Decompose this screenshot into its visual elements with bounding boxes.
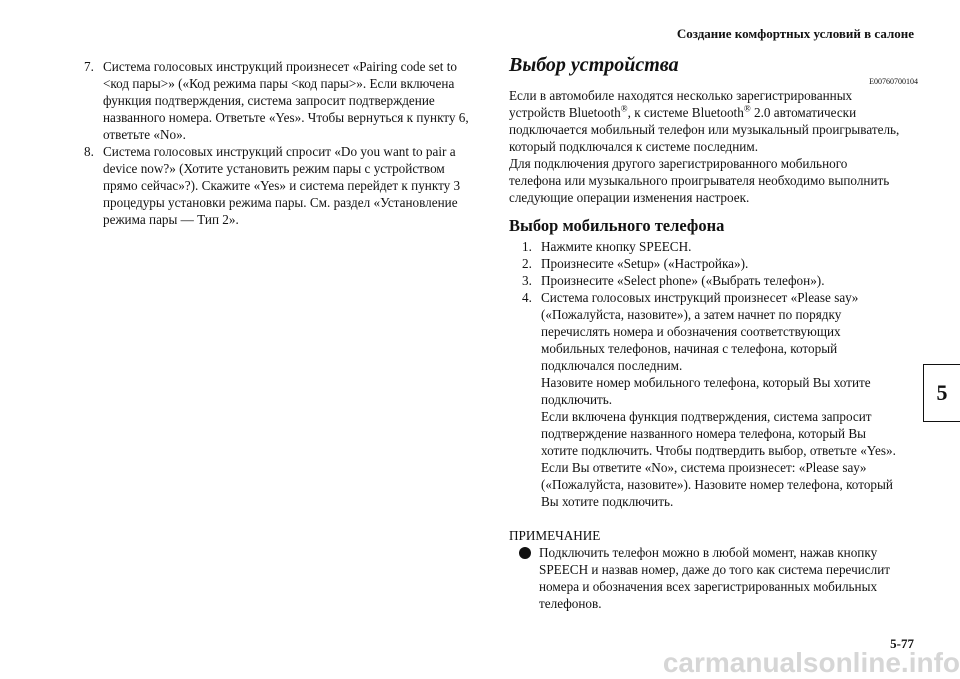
step-text-line: Система голосовых инструкций произнесет «Please say» bbox=[541, 290, 859, 305]
step-text-line: Вы хотите подключить. bbox=[541, 494, 674, 509]
step-number: 8. bbox=[84, 144, 94, 159]
step-item bbox=[84, 143, 479, 228]
step-text-line: Произнесите «Select phone» («Выбрать телефон»). bbox=[541, 273, 825, 288]
chapter-tab: 5 bbox=[923, 364, 960, 422]
step-text-line: Если включена функция подтверждения, система запросит bbox=[541, 409, 872, 424]
step-text-line: функция подтверждения, система запросит подтверждение bbox=[103, 93, 435, 108]
step-number: 4. bbox=[522, 290, 532, 305]
note-title: ПРИМЕЧАНИЕ bbox=[509, 528, 601, 543]
step-text-line: («Пожалуйста, назовите»). Назовите номер телефона, который bbox=[541, 477, 893, 492]
step-text-line: Система голосовых инструкций произнесет «Pairing code set to bbox=[103, 59, 457, 74]
step-text-line: режима пары — Тип 2». bbox=[103, 212, 239, 227]
right-steps-list bbox=[522, 238, 921, 510]
step-number: 2. bbox=[522, 256, 532, 271]
note-text-line: номера и обозначения всех зарегистрированных мобильных bbox=[539, 579, 878, 594]
step-text-line: <код пары>» («Код режима пары <код пары>». Если включена bbox=[103, 76, 455, 91]
intro-line: подключается мобильный телефон или музыкальный проигрыватель, bbox=[509, 122, 900, 137]
subsection-title: Выбор мобильного телефона bbox=[509, 216, 725, 235]
left-steps-list bbox=[84, 58, 479, 228]
step-item bbox=[84, 58, 479, 143]
registered-mark: ® bbox=[620, 103, 628, 114]
note-text-line: SPEECH и назвав номер, даже до того как система перечислит bbox=[539, 562, 891, 577]
step-number: 7. bbox=[84, 59, 94, 74]
step-item bbox=[522, 238, 921, 255]
intro-line: устройств Bluetooth®, к системе Bluetooth® 2.0 автоматически bbox=[509, 103, 857, 120]
step-text-line: подключить. bbox=[541, 392, 613, 407]
step-text-line: Если Вы ответите «No», система произнесет: «Please say» bbox=[541, 460, 867, 475]
intro-line: телефона или музыкального проигрывателя необходимо выполнить bbox=[509, 173, 890, 188]
bullet-icon bbox=[519, 547, 531, 559]
registered-mark: ® bbox=[743, 103, 751, 114]
step-item bbox=[522, 289, 921, 510]
intro-line: Если в автомобиле находятся несколько зарегистрированных bbox=[509, 88, 853, 103]
left-column bbox=[84, 58, 479, 228]
step-text-line: перечислять номера и обозначения соответствующих bbox=[541, 324, 841, 339]
step-text-line: процедуры установки режима пары. См. раздел «Установление bbox=[103, 195, 458, 210]
step-item bbox=[522, 255, 921, 272]
step-text-line: хотите подключить. Чтобы подтвердить выбор, ответьте «Yes». bbox=[541, 443, 896, 458]
right-column bbox=[509, 53, 921, 612]
note-text-line: телефонов. bbox=[539, 596, 602, 611]
step-text-line: названного номера. Ответьте «Yes». Чтобы вернуться к пункту 6, bbox=[103, 110, 469, 125]
step-item bbox=[522, 272, 921, 289]
step-text-line: подключался последним. bbox=[541, 358, 683, 373]
step-text-line: device now?» (Хотите установить режим пары с устройством bbox=[103, 161, 445, 176]
note-text-line: Подключить телефон можно в любой момент, нажав кнопку bbox=[539, 545, 878, 560]
intro-line: который подключался к системе последним. bbox=[509, 139, 759, 154]
step-text-line: («Пожалуйста, назовите»), а затем начнет по порядку bbox=[541, 307, 842, 322]
note-item bbox=[509, 544, 921, 612]
intro-paragraph bbox=[509, 87, 921, 206]
intro-line: Для подключения другого зарегистрированного мобильного bbox=[509, 156, 848, 171]
step-text-line: Назовите номер мобильного телефона, который Вы хотите bbox=[541, 375, 871, 390]
step-text-line: Произнесите «Setup» («Настройка»). bbox=[541, 256, 749, 271]
step-text-line: Система голосовых инструкций спросит «Do you want to pair a bbox=[103, 144, 456, 159]
step-text-line: мобильных телефонов, начиная с телефона, который bbox=[541, 341, 838, 356]
page-number: 5-77 bbox=[890, 636, 914, 651]
step-text-line: прямо сейчас»?). Скажите «Yes» и система перейдет к пункту 3 bbox=[103, 178, 461, 193]
watermark: carmanualsonline.info bbox=[662, 647, 960, 678]
step-number: 1. bbox=[522, 239, 532, 254]
step-text-line: Нажмите кнопку SPEECH. bbox=[541, 239, 692, 254]
step-number: 3. bbox=[522, 273, 532, 288]
section-code: E00760700104 bbox=[869, 77, 918, 86]
intro-line: следующие операции изменения настроек. bbox=[509, 190, 750, 205]
step-text-line: ответьте «No». bbox=[103, 127, 186, 142]
running-header: Создание комфортных условий в салоне bbox=[676, 26, 914, 41]
step-text-line: подтверждение названного номера телефона, который Вы bbox=[541, 426, 866, 441]
section-title: Выбор устройства bbox=[509, 54, 679, 76]
